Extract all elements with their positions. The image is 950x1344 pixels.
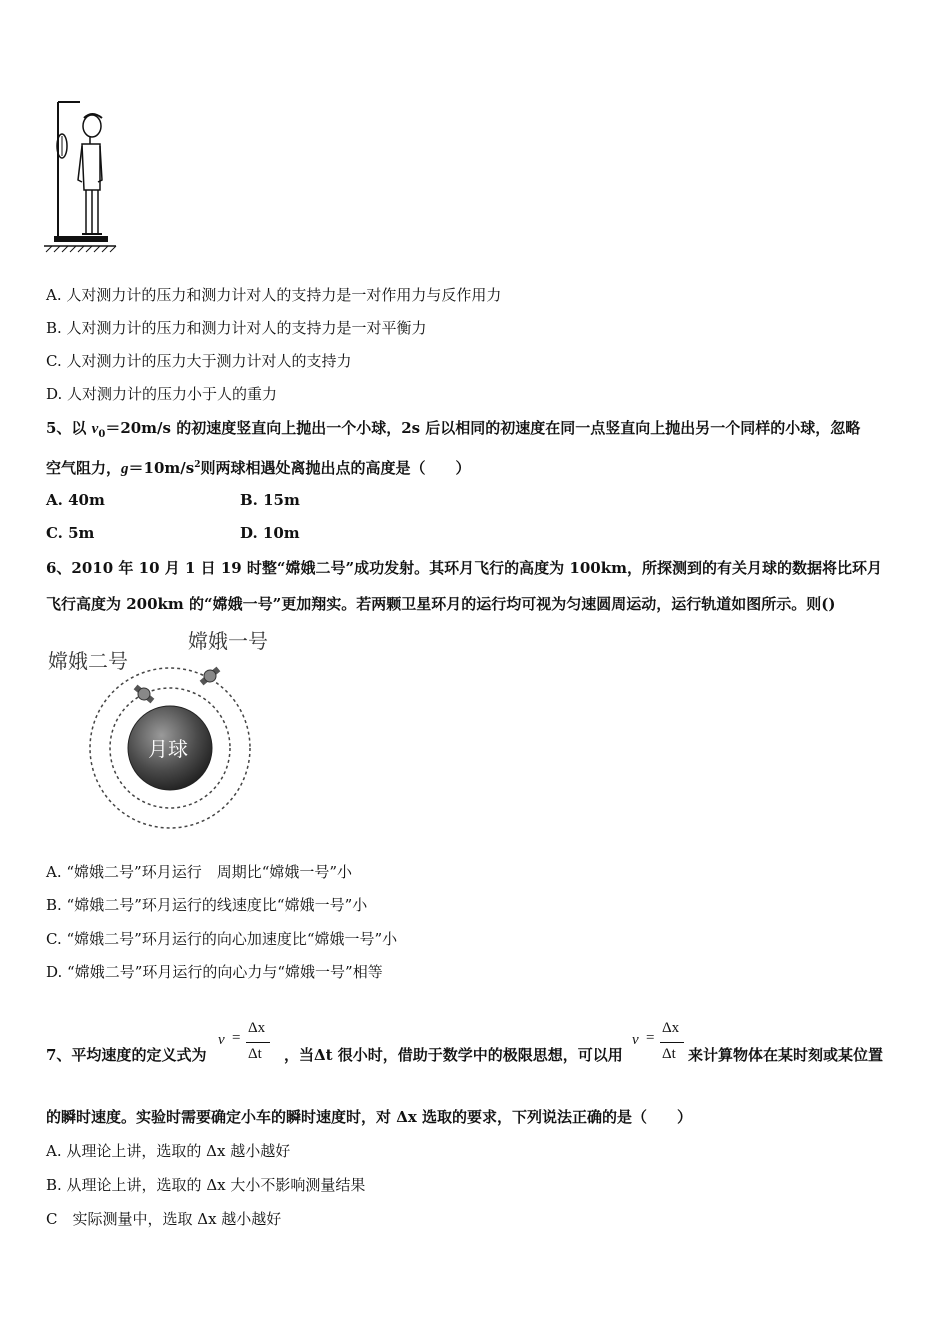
figure-person-scale [40, 98, 120, 254]
q4-option-b: B. 人对测力计的压力和测力计对人的支持力是一对平衡力 [46, 319, 427, 337]
q5-stem-line1: 5、以 $v_0=20m/s$ 的初速度竖直向上抛出一个小球，2s 后以相同的初速度在同一点竖直向上抛出另一个同样的小球，忽略 [46, 419, 861, 440]
q5-option-c: C. 5m [46, 524, 95, 542]
q6-option-d: D. “嫦娥二号”环月运行的向心力与“嫦娥一号”相等 [46, 963, 383, 981]
q5-stem-line2: 空气阻力，$g=10m/s^2$则两球相遇处离抛出点的高度是（ ） [46, 459, 471, 477]
figure-moon-orbits [40, 624, 300, 834]
q6-option-c: C. “嫦娥二号”环月运行的向心加速度比“嫦娥一号”小 [46, 930, 398, 948]
q7-formula-2: v = Δx Δt [632, 1018, 692, 1068]
q7-option-b: B. 从理论上讲，选取的 Δx 大小不影响测量结果 [46, 1176, 366, 1194]
q7-option-a: A. 从理论上讲，选取的 Δx 越小越好 [46, 1142, 291, 1160]
q7-stem-post: 来计算物体在某时刻或某位置 [688, 1046, 884, 1064]
q5-option-a: A. 40m [46, 491, 105, 509]
satellite-two-icon [132, 682, 157, 705]
q4-option-c: C. 人对测力计的压力大于测力计对人的支持力 [46, 352, 352, 370]
q4-option-d: D. 人对测力计的压力小于人的重力 [46, 385, 278, 403]
q6-stem-line1: 6、2010 年 10 月 1 日 19 时整“嫦娥二号”成功发射。其环月飞行的高度为 100km，所探测到的有关月球的数据将比环月 [46, 559, 882, 577]
q5-option-d: D. 10m [240, 524, 300, 542]
q7-option-c: C 实际测量中，选取 Δx 越小越好 [46, 1210, 282, 1228]
q6-option-a: A. “嫦娥二号”环月运行 周期比“嫦娥一号”小 [46, 863, 353, 881]
moon-label: 月球 [148, 737, 188, 761]
label-change-one: 嫦娥一号 [188, 629, 268, 653]
q4-option-a: A. 人对测力计的压力和测力计对人的支持力是一对作用力与反作用力 [46, 286, 502, 304]
q6-stem-line2: 飞行高度为 200km 的“嫦娥一号”更加翔实。若两颗卫星环月的运行均可视为匀速圆周运动，运行轨道如图所示。则() [46, 595, 836, 613]
q7-formula-1: v = Δx Δt [218, 1018, 278, 1068]
q7-stem-pre: 7、平均速度的定义式为 [46, 1046, 207, 1064]
q7-stem-line2: 的瞬时速度。实验时需要确定小车的瞬时速度时，对 Δx 选取的要求，下列说法正确的是（ ） [46, 1108, 693, 1126]
q7-stem-mid: ，当Δt 很小时，借助于数学中的极限思想，可以用 [284, 1046, 623, 1064]
label-change-two: 嫦娥二号 [48, 649, 128, 673]
q5-option-b: B. 15m [240, 491, 300, 509]
q6-option-b: B. “嫦娥二号”环月运行的线速度比“嫦娥一号”小 [46, 896, 368, 914]
